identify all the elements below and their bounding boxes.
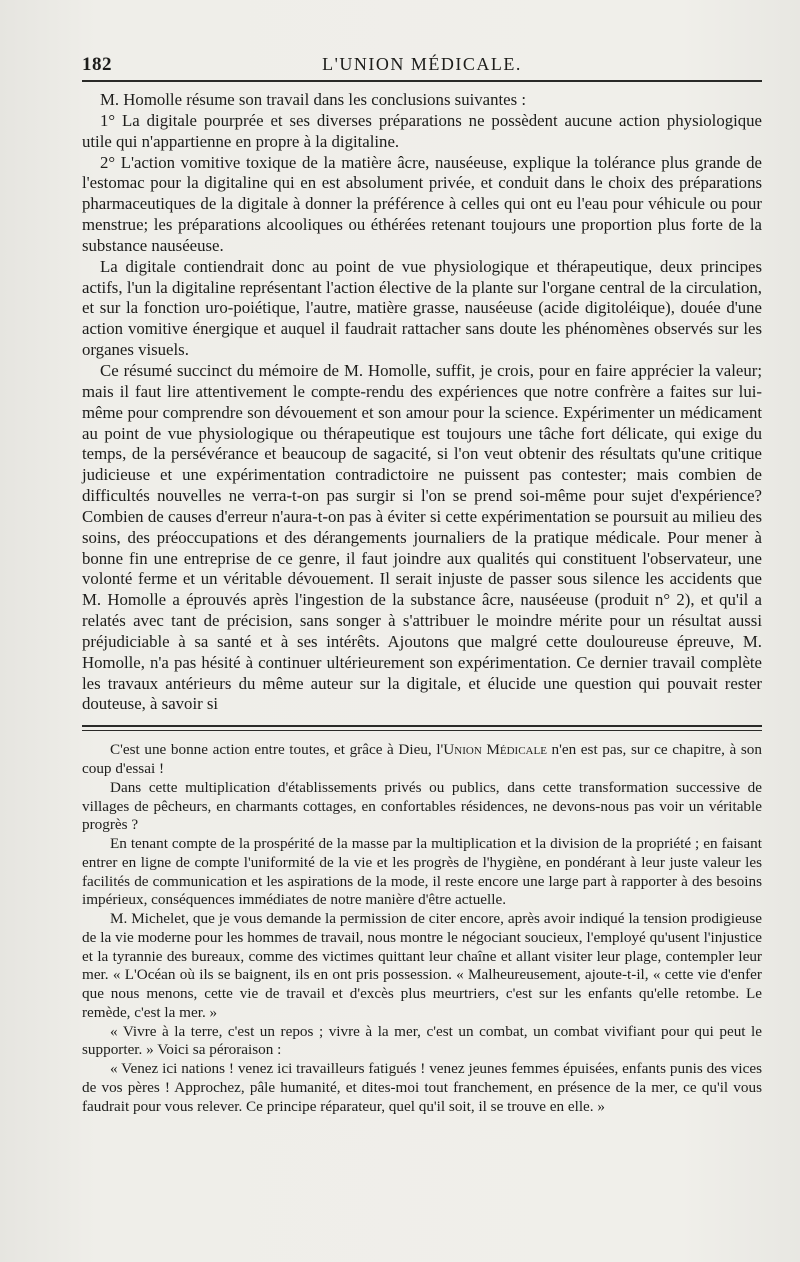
- paragraph: La digitale contiendrait donc au point de vue physiologique et thérapeutique, deux principes actifs, l'un la digitaline représentant l'action élective de la plante sur l'organe central de la circulation, et sur la fonction uro-poiétique, l'autre, matière grasse, nauséeuse (acide digitoléique), douée d'une action vomitive énergique et auquel il faudrait rattacher sans doute les phénomènes observés sur les organes visuels.: [82, 256, 762, 360]
- paragraph: 1° La digitale pourprée et ses diverses préparations ne possèdent aucune action physiologique utile qui n'appartienne en propre à la digitaline.: [82, 110, 762, 151]
- feuilleton-paragraph: Dans cette multiplication d'établissements privés ou publics, dans cette transformation successive de villages de pêcheurs, en charmants cottages, en confortables résidences, ne devons-nous pas voir un véritable progrès ?: [82, 778, 762, 834]
- feuilleton-paragraph: [82, 741, 762, 779]
- running-title: L'UNION MÉDICALE.: [322, 54, 522, 74]
- paragraph: 2° L'action vomitive toxique de la matière âcre, nauséeuse, explique la tolérance plus grande de l'estomac pour la digitaline qui en est absolument privée, et conduit dans le choix des préparations pharmaceutiques de la digitale à donner la préférence à celles qui ont eu l'eau pour véhicule ou pour menstrue; les préparations alcooliques ou éthérées retenant toujours une proportion plus forte de la substance nauséeuse.: [82, 152, 762, 255]
- paragraph: M. Homolle résume son travail dans les conclusions suivantes :: [100, 90, 526, 109]
- feuilleton-paragraph: En tenant compte de la prospérité de la masse par la multiplication et la division de la propriété ; en faisant entrer en ligne de compte l'uniformité de la vie et les progrès de l'hygiène, en pondérant à leur juste valeur les facilités de communication et les aspirations de la mode, il reste encore une large part à rapporter à des besoins impérieux, conséquences immédiates de notre manière d'être actuelle.: [82, 835, 762, 909]
- journal-name: Union Médicale: [443, 741, 547, 759]
- page-number: 182: [82, 54, 112, 75]
- page-header: [82, 50, 762, 82]
- paragraph: Ce résumé succinct du mémoire de M. Homolle, suffit, je crois, pour en faire apprécier la valeur; mais il faut lire attentivement le compte-rendu des expériences que notre confrère a faites sur lui-même pour comprendre son dévouement et son amour pour la science. Expérimenter un médicament au point de vue physiologique ou thérapeutique est toujours une tâche fort délicate, qui exige du temps, de la persévérance et beaucoup de sagacité, si l'on veut obtenir des résultats qu'une critique judicieuse et une expérimentation contradictoire ne puissent pas contester; mais combien de difficultés nouvelles ne verra-t-on pas surgir si l'on se prend soi-même pour sujet d'expérience? Combien de causes d'erreur n'aura-t-on pas à éviter si cette expérimentation se poursuit au milieu des soins, des préoccupations et des dérangements journaliers de la pratique médicale. Pour mener à bonne fin une entreprise de ce genre, il faut joindre aux qualités qui constituent l'observateur, une volonté ferme et un véritable dévouement. Il serait injuste de passer sous silence les accidents que M. Homolle a éprouvés après l'ingestion de la substance âcre, nauséeuse (produit n° 2), et qu'il a relatés avec tant de précision, sans songer à s'attribuer le moindre mérite pour un résultat aussi préjudiciable à sa santé et à ses intérêts. Ajoutons que malgré cette douloureuse épreuve, M. Homolle, n'a pas hésité à continuer ultérieurement son expérimentation. Ce dernier travail complète les travaux antérieurs du même auteur sur la digitale, et élucide une question qui pouvait rester douteuse, à savoir si: [82, 360, 762, 714]
- feuilleton-paragraph: « Venez ici nations ! venez ici travailleurs fatigués ! venez jeunes femmes épuisées, enfants punis des vices de vos pères ! Approchez, pâle humanité, et dites-moi tout franchement, en présence de la mer, ce qu'il vous faudrait pour vous relever. Ce principe réparateur, quel qu'il soit, il se trouve en elle. »: [82, 1060, 762, 1115]
- feuilleton-separator: [82, 725, 762, 731]
- main-text: [82, 90, 762, 715]
- feuilleton-paragraph: M. Michelet, que je vous demande la permission de citer encore, après avoir indiqué la tension prodigieuse de la vie moderne pour les hommes de travail, nous montre le négociant soucieux, l'employé qu'usent l'injustice et la tyrannie des bureaux, comme des victimes quittant leur chaîne et allant visiter leur plage, contempler leur mer. « L'Océan où ils se baignent, ils en ont pris possession. « Malheureusement, ajoute-t-il, « cette vie d'enfer que nous menons, cette vie de travail et d'excès plus meurtriers, c'est sur les enfants qu'elle retombe. Le remède, c'est la mer. »: [82, 910, 762, 1021]
- text-run: n'en est pas, sur ce chapitre, à son coup d'essai !: [82, 741, 762, 778]
- feuilleton-text: [82, 741, 762, 1116]
- feuilleton-paragraph: « Vivre à la terre, c'est un repos ; vivre à la mer, c'est un combat, un combat vivifiant pour qui peut le supporter. » Voici sa péroraison :: [82, 1022, 762, 1059]
- text-run: C'est une bonne action entre toutes, et grâce à Dieu, l': [110, 741, 444, 759]
